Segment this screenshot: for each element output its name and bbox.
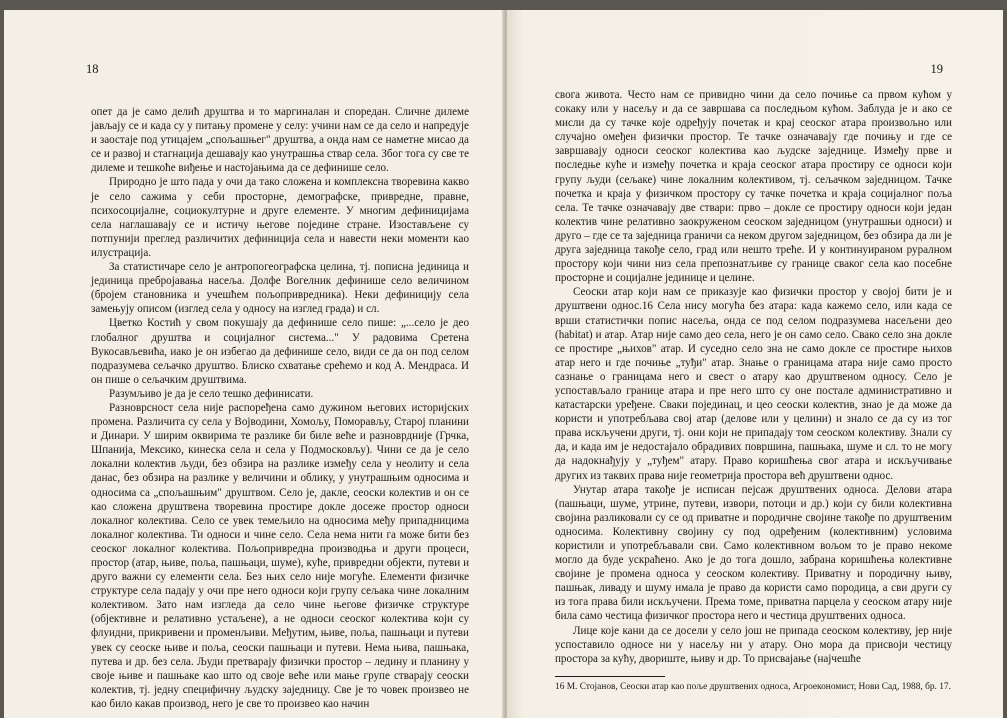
paragraph: опет да је само делић друштва и то маргиналан и споредан. Сличне дилеме јављају се и када су у питању промене у селу: учини нам се да село и напредује и заостаје под утицајем „спољашњег" друштва, а онда нам се наметне мисао да се и развој и стагнација дешавају као унутрашња ствар села. Због тога су све те дилеме и тешкоће виђење и настојањима да се дефинише село.: [91, 106, 469, 175]
paragraph: Разноврсност села није распоређена само дужином његових историјских промена. Различита су села у Војводини, Хомољу, Поморављу, Старој планини и Динари. У ширим оквирима те разлике би биле веће и разноврдније (Грчка, Шпанија, Мексико, кинеска села и села у Подмосковљу). Чини се да је село локални колектив људи, без обзира на разлике између села у неолиту и села данас, без обзира на разлике у величини и облику, у унутрашњим односима и односима са „спољашњим" друштвом. Село је, дакле, сеоски колектив и он се као сложена друштвена творевина простире докле досеже простор односи локалног колектива. Село се увек темељило на односима међу припадницима локалног колектива. Ти односи и чине село. Села нема нити га може бити без сеоског локалног колектива. Пољопривредна производња и други процеси, простор (атар, њиве, поља, пашњаци, шуме), куће, привредни објекти, путеви и друго важни су елементи села. Без њих село није могуће. Елементи физичке структуре села падају у очи пре него односи који групу сељака чине локалним колективом. Зато нам изгледа да село чине његове физичке структуре (објективне и релативно устаљене), а не односи сеоског колектива који су флуидни, прикривени и променљиви. Међутим, њиве, поља, пашњаци и путеви увек су сеоске њиве и поља, сеоски пашњаци и путеви. Нема њива, пашњака, путева и др. без села. Људи претварају физички простор – ледину и планину у своје њиве и пашњаке као што од своје веће или мање групе стварају сеоски колектив, тј. једну специфичну људску заједницу. Све је то човек произвео не као било какав производ, него је све то произвео као начин: [91, 401, 469, 710]
paragraph: Сеоски атар који нам се приказује као физички простор у својој бити је и друштвени однос.16 Села нису могућа без атара: када кажемо село, или када се врши статистички попис насеља, онда се под селом подразумева насељени део (habitat) и атар. Атар није само део села, него је он само село. Свако село зна докле се простире „њихов" атар. И суседно село зна не само докле се простире њихов атар него и где почиње „туђи" атар. Знање о границама атара није само просто сазнање о границама него и свест о атару као друштвеном односу. Село је успостављало границе атара и пре него што су оне постале административно и катастарски уређене. Сваки појединац, и цео сеоски колектив, знао је да може да користи и употребљава свој атар (делове или у целини) и знало се да су из тог права искључени други, тј. они који не припадају том сеоском колективу. Знали су да, и када им је недостајало обрадивих површина, пашњака, шуме и сл. то не могу да надокнађују у „туђем" атару. Право коришћења свог атара и искључивање других из таквих права није геометрија простора већ друштвени однос.: [555, 286, 952, 482]
paragraph: Природно је што пада у очи да тако сложена и комплексна творевина какво је село сажима у себи просторне, демографске, привредне, правне, психосоцијалне, социокултурне и друге елементе. У многим дефиницијама села наглашавају се и истичу његове поједине стране. Изостављене су потпунији преглед различитих дефиниција села и навести неки моменти као илустрација.: [91, 176, 469, 259]
right-page: [507, 10, 1003, 718]
paragraph: Разумљиво је да је село тешко дефинисати.: [109, 387, 314, 400]
paragraph: Цветко Костић у свом покушају да дефинише село пише: „...село је део глобалног друштва и социјалног система..." У радовима Сретена Вукосављевића, иако је он избегао да дефинише село, види се да он под селом подразумева сељачко друштво. Блиско схватање срећемо и код А. Мендраса. И он пише о сељачким друштвима.: [91, 317, 469, 386]
footnote: 16 М. Стојанов, Сеоски атар као поље друштвених односа, Агроекономист, Нови Сад, 1988, бр. 17.: [555, 681, 951, 692]
paragraph: За статистичаре село је антропогеографска целина, тј. пописна јединица и јединица пребројавања насеља. Долфе Вогелник дефинише село величином (бројем становника и учешћем пољопривредника). Неки дефиницију села замењују описом (изглед села у односу на изглед града) и сл.: [91, 261, 469, 316]
left-page: [4, 10, 506, 718]
paragraph: свога живота. Често нам се привидно чини да село почиње са првом кућом у сокаку или у насељу и да се завршава са последњом кућом. Заблуда је и ако се мисли да су тачке које одређују почетак и крај сеоског атара произвољно или случајно омеђен физички простор. Те тачке означавају где почињу и где се завршавају односи сеоског колектива као људске заједнице. Између прве и последње куће и између почетка и краја сеоског атара простиру се односи који групу људи (сељаке) чине локалним колективом, тј. сељачком заједницом. Тачке почетка и краја у физичком простору су тачке почетка и краја социјалног поља села. Те тачке означавају две ствари: прво – докле се простиру односи који један колектив чине релативно заокруженом сеоском заједницом (унутрашњи односи) и друго – где се та заједница граничи са неком другом заједницом, без обзира да ли је друга заједница такође село, град или нешто треће. И у континуираном руралном простору који чини низ села препознатљиве су границе сваког села као посебне просторне и социјалне јединице и целине.: [555, 89, 952, 285]
left-page-text: [91, 105, 469, 711]
right-page-text: [555, 88, 952, 693]
page-number-right: 19: [930, 62, 943, 76]
paragraph: Унутар атара такође је исписан пејсаж друштвених односа. Делови атара (пашњаци, шуме, утрине, путеви, извори, потоци и др.) који су били колективна својина разликовали су се од приватне и породичне својине такође по друштвеним односима. Колективну својину су под одређеним (колективним) условима користили и употребљавали сви. Само колективном вољом то је право некоме могло да буде ускраћено. Ако је до тога дошло, забрана коришћења колективне својине је промена односа у сеоском колективу. Приватну и породичну њиву, пашњак, ливаду и шуму имала је право да користи само породица, а сви други су из тога права били искључени. Према томе, приватна парцела у сеоском атару није била само честица физичког простора него и честица друштвених односа.: [555, 483, 952, 623]
paragraph: Лице које кани да се досели у село још не припада сеоском колективу, јер није успоставило односе ни у насељу ни у атару. Оно мора да присвоји честицу простора за кућу, двориште, њиву и др. То присвајање (најчешће: [555, 624, 952, 665]
footnote-rule: [555, 676, 665, 677]
page-number-left: 18: [86, 62, 99, 76]
